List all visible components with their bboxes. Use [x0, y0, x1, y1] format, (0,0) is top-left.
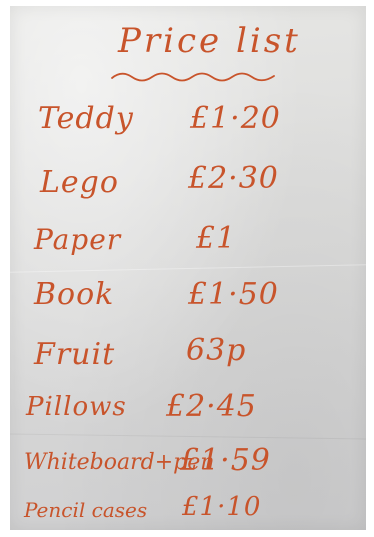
- list-item-price: £1·20: [190, 101, 281, 136]
- list-item-price: 63p: [186, 333, 247, 368]
- list-item-name: Whiteboard+pen: [24, 450, 215, 475]
- list-item-name: Fruit: [34, 337, 116, 372]
- list-item-price: £1·50: [188, 277, 279, 312]
- list-item-price: £2·30: [188, 161, 279, 196]
- list-item-price: £2·45: [166, 389, 257, 424]
- list-item-price: £1: [196, 221, 237, 256]
- list-item-name: Lego: [40, 165, 119, 200]
- list-item-price: £1·59: [180, 443, 271, 478]
- paper-sheet: [10, 6, 366, 530]
- title-underline: [110, 68, 278, 84]
- paper-crease: [10, 434, 366, 440]
- list-item-name: Pillows: [26, 392, 127, 422]
- list-item-name: Paper: [34, 223, 122, 256]
- list-item-name: Pencil cases: [24, 498, 148, 522]
- list-item-price: £1·10: [182, 492, 262, 522]
- list-item-name: Teddy: [38, 101, 134, 136]
- list-item-name: Book: [34, 277, 115, 312]
- page-title: Price list: [118, 21, 301, 61]
- paper-crease: [10, 264, 366, 272]
